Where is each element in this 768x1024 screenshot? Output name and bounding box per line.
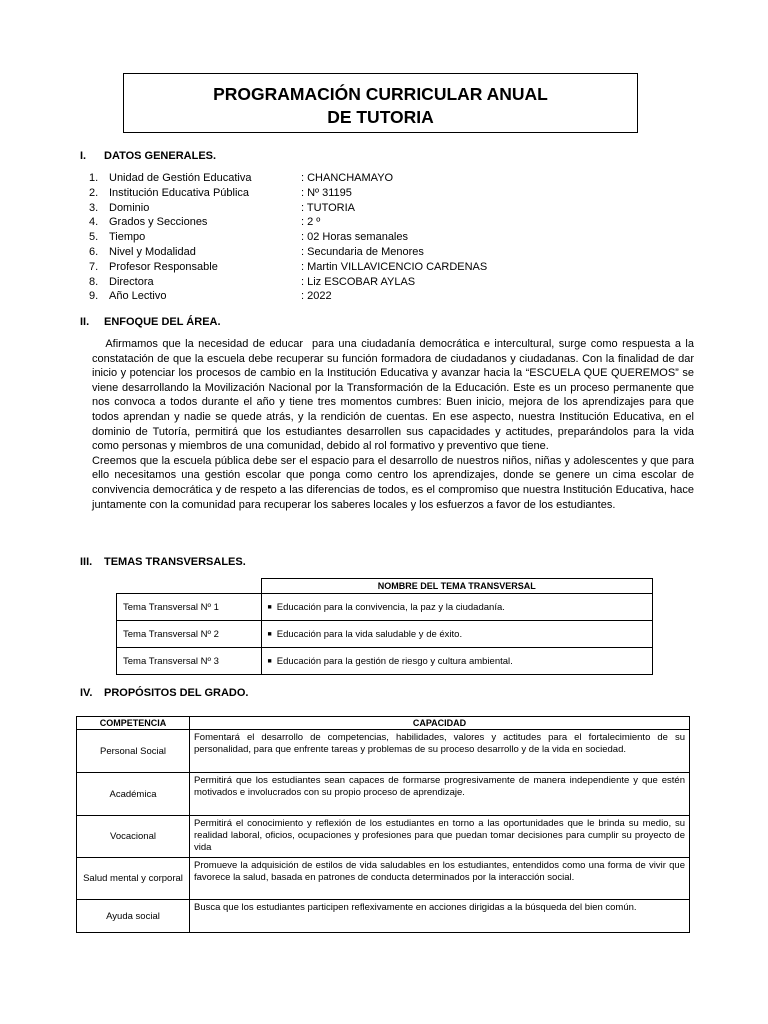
- table-row: [117, 648, 653, 675]
- bullet-icon: ■: [267, 630, 272, 638]
- item-label: Grados y Secciones: [109, 216, 208, 229]
- table-row: [117, 621, 653, 648]
- section-4-heading: [80, 687, 248, 699]
- datos-generales-list: [89, 171, 487, 304]
- competencia-cell: Ayuda social: [77, 900, 190, 933]
- tema-value: Educación para la vida saludable y de éxito.: [276, 628, 463, 640]
- title-line-2: DE TUTORIA: [327, 107, 434, 127]
- tema-value: Educación para la convivencia, la paz y la ciudadanía.: [276, 601, 505, 613]
- item-value: : Liz ESCOBAR AYLAS: [301, 275, 416, 288]
- item-label: Profesor Responsable: [109, 260, 218, 273]
- item-number: 1.: [89, 172, 99, 184]
- tema-label: Tema Transversal Nº 1: [117, 594, 262, 621]
- competencia-header: COMPETENCIA: [77, 717, 190, 730]
- capacidad-cell: Promueve la adquisición de estilos de vida saludables en los estudiantes, entendidos como una forma de vivir que favorece la salud, basada en patrones de conducta determinados por la interacción social.: [190, 858, 690, 900]
- tema-value-cell: [261, 594, 653, 621]
- item-number: 8.: [89, 275, 99, 288]
- section-2-title: ENFOQUE DEL ÁREA.: [104, 316, 221, 328]
- item-number: 6.: [89, 245, 99, 258]
- list-item: [89, 260, 487, 275]
- item-value: : Secundaria de Menores: [301, 245, 424, 258]
- tema-label: Tema Transversal Nº 3: [117, 648, 262, 675]
- capacidad-cell: Fomentará el desarrollo de competencias, habilidades, valores y actitudes para el fortalecimiento de su personalidad, para que enfrente tareas y problemas de su proceso desarrollo y de la vida en sociedad.: [190, 730, 690, 773]
- item-value: : 2 º: [301, 216, 321, 229]
- section-3-number: III.: [80, 556, 93, 568]
- item-label: Directora: [109, 275, 154, 288]
- table-row: [77, 858, 690, 900]
- table-header-row: [117, 579, 653, 594]
- list-item: [89, 171, 487, 186]
- column-header: NOMBRE DEL TEMA TRANSVERSAL: [261, 579, 653, 594]
- propositos-table: [76, 716, 690, 933]
- item-label: Institución Educativa Pública: [109, 186, 250, 199]
- section-4-number: IV.: [80, 687, 93, 699]
- table-row: [77, 900, 690, 933]
- paragraph-1: Afirmamos que la necesidad de educar para una ciudadanía democrática e intercultural, surge como respuesta a la constatación de que la escuela debe recuperar su función formadora de ciudadanos y ciudadanas. Con la finalidad de dar inicio y potenciar los procesos de cambio en la Institución Educativa y avanzar hacia la “ESCUELA QUE QUEREMOS” se viene desarrollando la Movilización Nacional por la Transformación de la Educación. Este es un proceso permanente que nos convoca a todos durante el año y tiene tres momentos cumbres: Buen inicio, mejora de los aprendizajes para que todos aprendan y nadie se quede atrás, y la rendición de cuentas. En ese aspecto, nuestra Institución Educativa, en el dominio de Tutoría, permitirá que los estudiantes desarrollen sus capacidades y actitudes, preparándolos para la vida como personas y miembros de una comunidad, debido al rol formativo y preventivo que tiene.: [92, 338, 698, 453]
- transversal-table: [116, 578, 653, 675]
- bullet-icon: ■: [267, 603, 272, 611]
- list-item: [89, 201, 487, 216]
- capacidad-cell: Busca que los estudiantes participen reflexivamente en acciones dirigidas a la búsqueda del bien común.: [190, 900, 690, 933]
- table-row: [77, 730, 690, 773]
- capacidad-cell: Permitirá que los estudiantes sean capaces de formarse progresivamente de manera independiente y que estén motivados e involucrados con su propio proceso de aprendizaje.: [190, 773, 690, 816]
- section-1-title: DATOS GENERALES.: [104, 150, 217, 162]
- item-label: Nivel y Modalidad: [109, 245, 196, 258]
- competencia-cell: Vocacional: [77, 816, 190, 858]
- section-3-title: TEMAS TRANSVERSALES.: [104, 556, 246, 568]
- item-value: : CHANCHAMAYO: [301, 172, 394, 184]
- table-row: [117, 594, 653, 621]
- item-number: 9.: [89, 290, 99, 303]
- title-line-1: PROGRAMACIÓN CURRICULAR ANUAL: [213, 84, 548, 104]
- list-item: [89, 230, 487, 245]
- section-2-heading: [80, 316, 221, 328]
- title-box: [123, 73, 638, 133]
- section-2-number: II.: [80, 316, 90, 328]
- capacidad-header: CAPACIDAD: [190, 717, 690, 730]
- item-label: Dominio: [109, 201, 150, 214]
- item-value: : Nº 31195: [301, 186, 352, 199]
- table-header-row: [77, 717, 690, 730]
- competencia-cell: Salud mental y corporal: [77, 858, 190, 900]
- tema-value-cell: [261, 621, 653, 648]
- competencia-cell: Académica: [77, 773, 190, 816]
- enfoque-text: [92, 337, 698, 512]
- item-value: : Martin VILLAVICENCIO CARDENAS: [301, 260, 488, 273]
- tema-value: Educación para la gestión de riesgo y cultura ambiental.: [276, 655, 513, 667]
- list-item: [89, 186, 487, 201]
- item-number: 2.: [89, 186, 99, 199]
- table-row: [77, 773, 690, 816]
- competencia-cell: Personal Social: [77, 730, 190, 773]
- list-item: [89, 245, 487, 260]
- item-value: : TUTORIA: [301, 201, 355, 214]
- item-value: : 2022: [301, 290, 332, 303]
- item-number: 4.: [89, 216, 99, 229]
- item-number: 5.: [89, 231, 99, 244]
- list-item: [89, 215, 487, 230]
- table-row: [77, 816, 690, 858]
- paragraph-2: Creemos que la escuela pública debe ser el espacio para el desarrollo de nuestros niños, niñas y adolescentes y que para ello necesitamos una gestión escolar que ponga como centro los aprendizajes, donde se genere un cima escolar de convivencia democrática y de respeto a las diferencias de todos, es el compromiso que nuestra Institución Educativa, hace juntamente con la comunidad para recuperar los saberes locales y los esfuerzos a favor de los estudiantes.: [92, 454, 694, 511]
- item-label: Tiempo: [109, 231, 146, 244]
- section-1-number: I.: [80, 150, 87, 162]
- section-3-heading: [80, 556, 246, 568]
- item-number: 7.: [89, 260, 99, 273]
- tema-value-cell: [261, 648, 653, 675]
- capacidad-cell: Permitirá el conocimiento y reflexión de los estudiantes en torno a las oportunidades que le brinda su medio, su realidad laboral, oficios, ocupaciones y profesiones para que puedan tomar decisiones para cumplir su proyecto de vida: [190, 816, 690, 858]
- item-value: : 02 Horas semanales: [301, 231, 408, 244]
- item-label: Año Lectivo: [109, 290, 167, 303]
- item-label: Unidad de Gestión Educativa: [109, 172, 252, 184]
- list-item: [89, 275, 487, 290]
- section-4-title: PROPÓSITOS DEL GRADO.: [104, 687, 249, 699]
- item-number: 3.: [89, 201, 99, 214]
- bullet-icon: ■: [267, 657, 272, 665]
- section-1-heading: [80, 150, 216, 162]
- list-item: [89, 289, 487, 304]
- tema-label: Tema Transversal Nº 2: [117, 621, 262, 648]
